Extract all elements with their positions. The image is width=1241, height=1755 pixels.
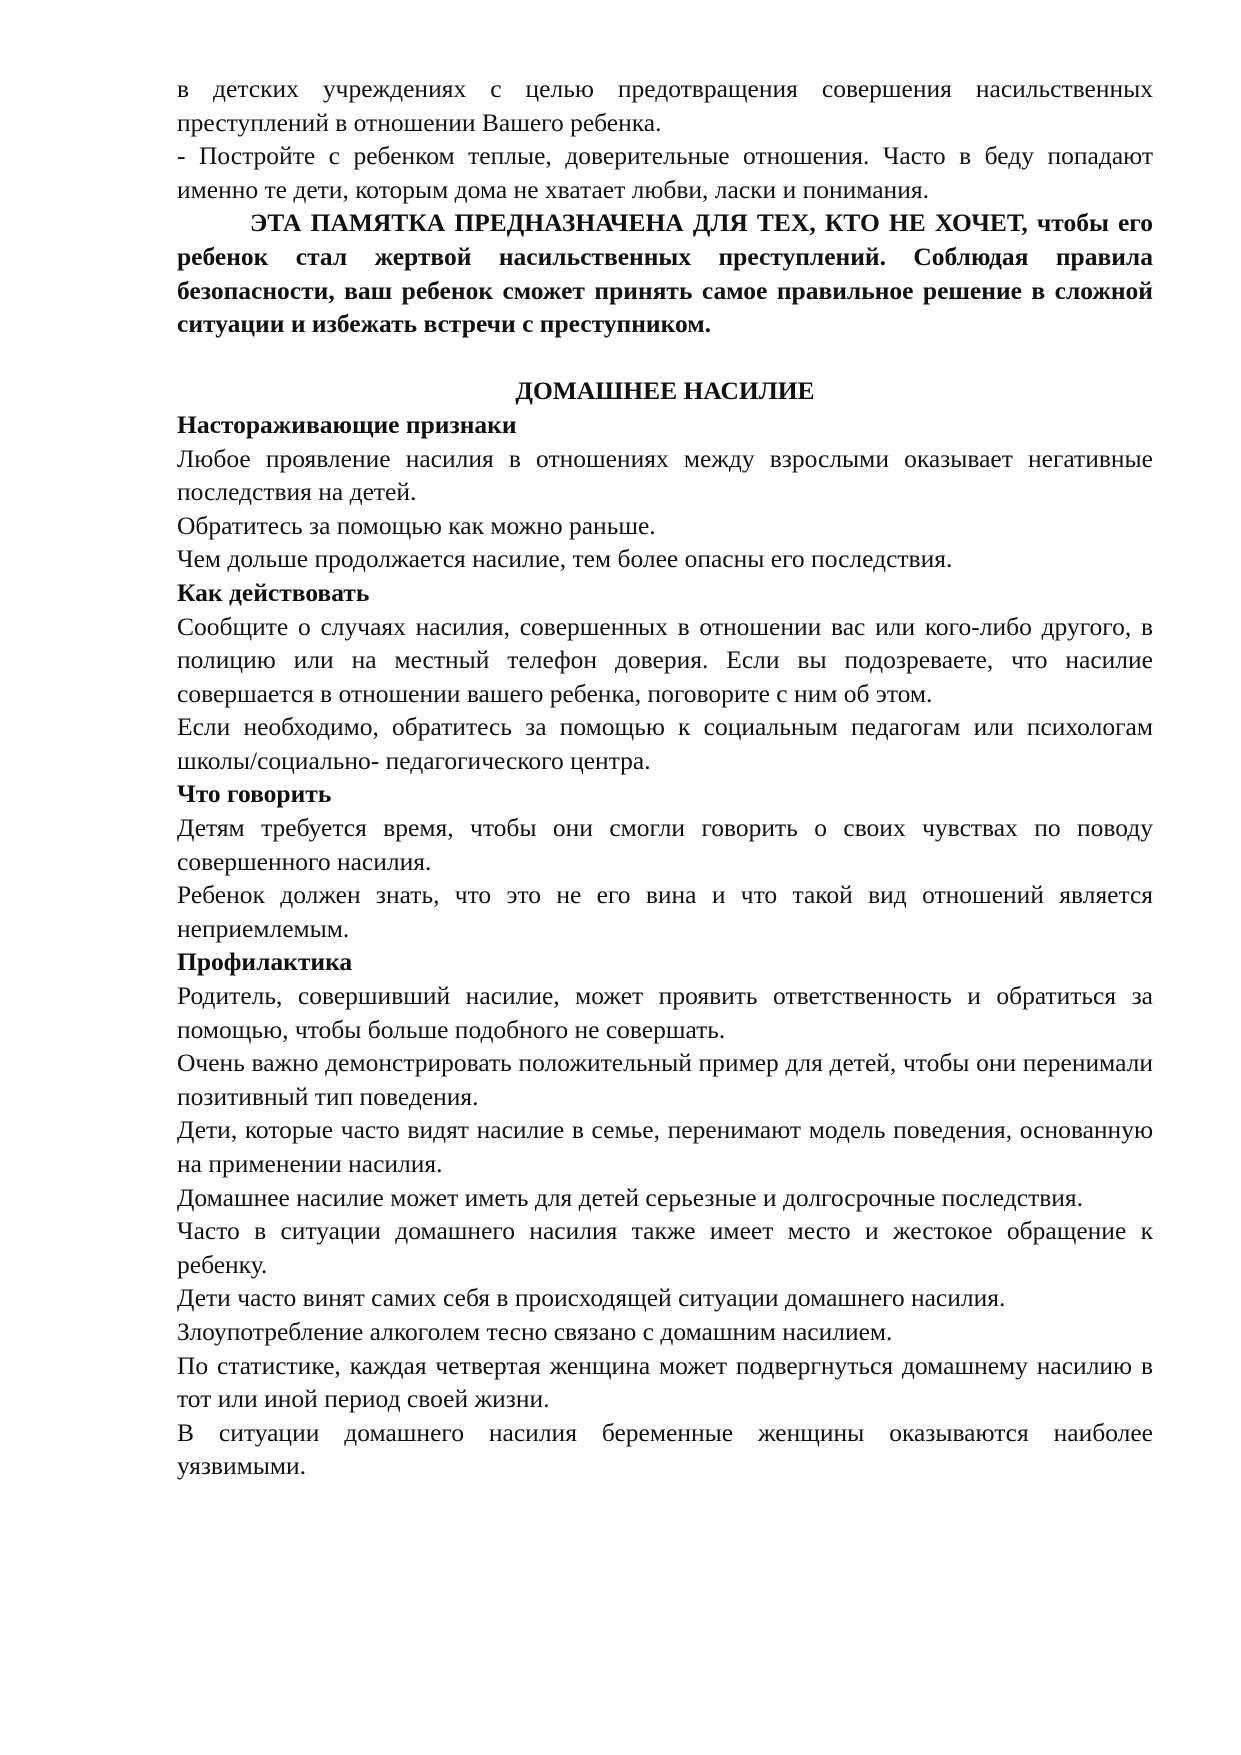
prevention-paragraph-9: В ситуации домашнего насилия беременные женщины оказываются наиболее уязвимыми.: [177, 1417, 1153, 1481]
prevention-paragraph-1: Родитель, совершивший насилие, может проявить ответственность и обратиться за помощью, чтобы больше подобного не совершать.: [177, 981, 1153, 1044]
how-to-act-paragraph-2: Если необходимо, обратитесь за помощью к социальным педагогам или психологам школы/социально- педагогического центра.: [177, 712, 1153, 775]
what-to-say-paragraph-2: Ребенок должен знать, что это не его вина и что такой вид отношений является неприемлемым.: [177, 880, 1153, 943]
blank-line: [177, 341, 1153, 375]
warning-signs-paragraph-3: Чем дольше продолжается насилие, тем более опасны его последствия.: [177, 544, 953, 574]
prevention-paragraph-5: Часто в ситуации домашнего насилия также имеет место и жестокое обращение к ребенку.: [177, 1216, 1153, 1279]
warning-signs-title: Настораживающие признаки: [177, 409, 517, 439]
warning-signs-paragraph-1: Любое проявление насилия в отношениях между взрослыми оказывает негативные последствия на детей.: [177, 443, 1153, 507]
what-to-say-title: Что говорить: [177, 779, 332, 809]
how-to-act-paragraph-1: Сообщите о случаях насилия, совершенных в отношении вас или кого-либо другого, в полицию или на местный телефон доверия. Если вы подозреваете, что насилие совершается в отношении вашего ребенка, поговорите с ним об этом.: [177, 611, 1153, 708]
intro-paragraph-2: - Постройте с ребенком теплые, доверительные отношения. Часто в беду попадают именно те дети, которым дома не хватает любви, ласки и понимания.: [177, 141, 1153, 204]
intro-paragraph-1: в детских учреждениях с целью предотвращения совершения насильственных преступлений в отношении Вашего ребенка.: [177, 74, 1153, 137]
warning-signs-paragraph-2: Обратитесь за помощью как можно раньше.: [177, 510, 656, 540]
document-page: [177, 72, 1153, 1483]
section-title: ДОМАШНЕЕ НАСИЛИЕ: [515, 376, 815, 406]
prevention-paragraph-2: Очень важно демонстрировать положительный пример для детей, чтобы они перенимали позитивный тип поведения.: [177, 1048, 1153, 1111]
what-to-say-paragraph-1: Детям требуется время, чтобы они смогли говорить о своих чувствах по поводу совершенного насилия.: [177, 813, 1153, 876]
how-to-act-title: Как действовать: [177, 577, 370, 607]
prevention-paragraph-4: Домашнее насилие может иметь для детей серьезные и долгосрочные последствия.: [177, 1182, 1084, 1212]
prevention-paragraph-6: Дети часто винят самих себя в происходящей ситуации домашнего насилия.: [177, 1283, 1006, 1313]
prevention-paragraph-7: Злоупотребление алкоголем тесно связано с домашним насилием.: [177, 1316, 893, 1346]
prevention-paragraph-8: По статистике, каждая четвертая женщина может подвергнуться домашнему насилию в тот или иной период своей жизни.: [177, 1350, 1153, 1414]
memo-notice: ЭТА ПАМЯТКА ПРЕДНАЗНАЧЕНА ДЛЯ ТЕХ, КТО НЕ ХОЧЕТ, чтобы его ребенок стал жертвой насильственных преступлений. Соблюдая правила безопасности, ваш ребенок сможет принять самое правильное решение в сложной ситуации и избежать встречи с преступником.: [177, 208, 1153, 339]
prevention-paragraph-3: Дети, которые часто видят насилие в семье, перенимают модель поведения, основанную на применении насилия.: [177, 1115, 1153, 1178]
prevention-title: Профилактика: [177, 947, 353, 977]
